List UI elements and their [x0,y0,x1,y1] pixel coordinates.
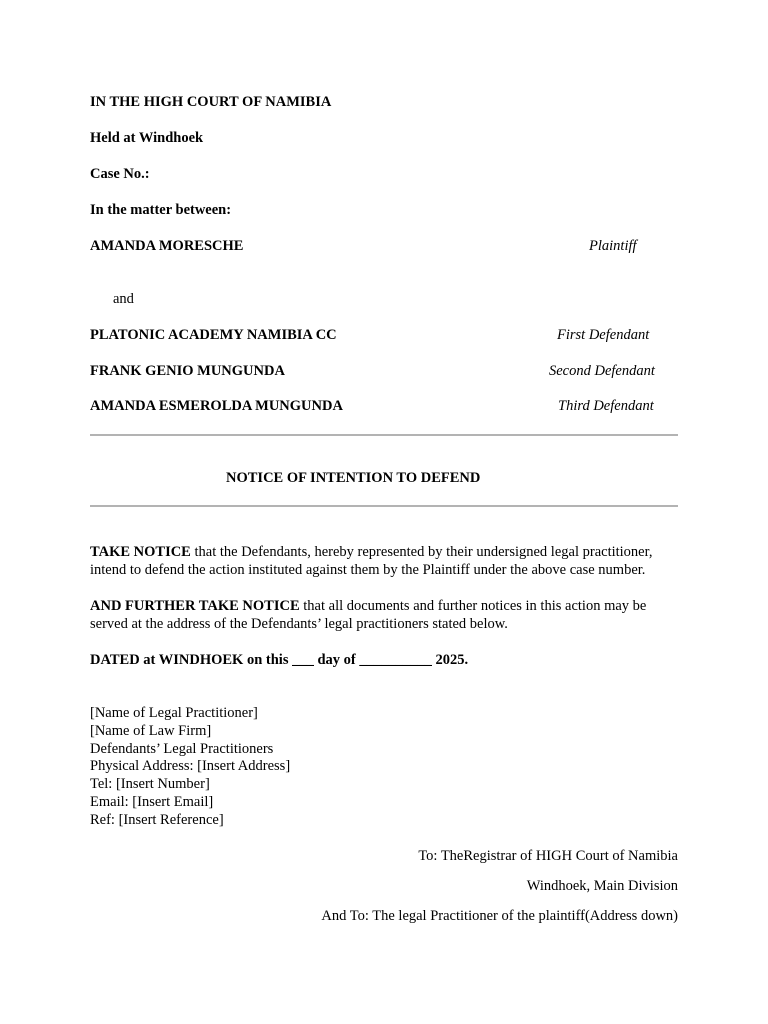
held-at: Held at Windhoek [90,130,204,146]
document-title: NOTICE OF INTENTION TO DEFEND [226,470,481,486]
law-firm-name: [Name of Law Firm] [90,722,212,739]
third-defendant-role: Third Defendant [558,398,654,414]
further-notice-text: that all documents and further notices in this action may be served at the address of the Defendants’ legal practitioners stated below. [90,598,647,632]
dated-line: DATED at WINDHOEK on this ___ day of __________ 2025. [90,652,469,668]
plaintiff-role: Plaintiff [589,238,637,254]
practitioner-capacity: Defendants’ Legal Practitioners [90,740,274,757]
further-notice-paragraph [90,597,682,633]
plaintiff-name: AMANDA MORESCHE [90,238,244,254]
bottom-divider [90,505,678,507]
physical-address: Physical Address: [Insert Address] [90,758,291,775]
further-notice-lead: AND FURTHER TAKE NOTICE [90,598,300,614]
second-defendant-role: Second Defendant [549,363,655,379]
first-defendant-name: PLATONIC ACADEMY NAMIBIA CC [90,327,337,343]
telephone: Tel: [Insert Number] [90,776,210,793]
first-defendant-role: First Defendant [557,327,650,343]
take-notice-text: that the Defendants, hereby represented by their undersigned legal practitioner, intend to defend the action instituted against them by the Plaintiff under the above case number. [90,544,653,578]
email: Email: [Insert Email] [90,793,214,810]
take-notice-lead: TAKE NOTICE [90,544,191,560]
division-line: Windhoek, Main Division [526,878,678,894]
take-notice-paragraph [90,543,682,579]
second-defendant-name: FRANK GENIO MUNGUNDA [90,363,285,379]
to-registrar: To: TheRegistrar of HIGH Court of Namibia [418,848,678,864]
matter-between: In the matter between: [90,202,232,218]
top-divider [90,434,678,436]
to-plaintiff-practitioner: And To: The legal Practitioner of the plaintiff(Address down) [321,908,678,924]
third-defendant-name: AMANDA ESMEROLDA MUNGUNDA [90,398,343,414]
signature-block [90,705,290,830]
practitioner-name: [Name of Legal Practitioner] [90,705,258,721]
reference: Ref: [Insert Reference] [90,811,224,828]
and-connector: and [113,291,134,307]
court-heading: IN THE HIGH COURT OF NAMIBIA [90,94,332,110]
case-number-label: Case No.: [90,166,150,182]
